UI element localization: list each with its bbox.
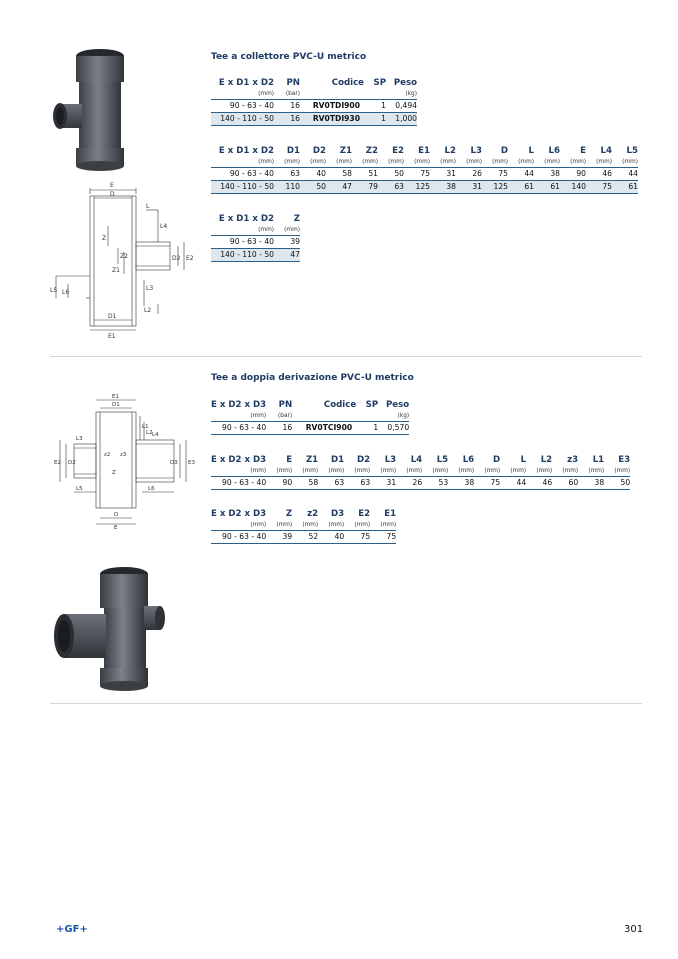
col-header: PN [286, 78, 300, 88]
cell: 75 [474, 477, 500, 490]
col-header: L [520, 455, 527, 465]
col-header: Z1 [339, 146, 352, 156]
cell: 90 - 63 - 40 [211, 236, 274, 249]
unit-cell: (mm) [284, 227, 300, 233]
cell: 125 [404, 181, 430, 194]
dim-l3-label: L3 [146, 285, 154, 292]
col-header: PN [278, 400, 293, 410]
cell: 0,570 [378, 422, 409, 435]
unit-cell: (mm) [328, 468, 345, 474]
cell: 16 [266, 422, 292, 435]
unit-cell: (mm) [570, 159, 586, 165]
unit-cell: (mm) [536, 468, 553, 474]
unit-cell: (mm) [614, 468, 631, 474]
col-header: L6 [462, 455, 475, 465]
unit-cell: (mm) [466, 159, 482, 165]
dim-l5-label: L5 [50, 287, 58, 294]
dim-d1-label: D1 [112, 402, 120, 408]
col-header: D3 [331, 509, 345, 519]
cell: 140 - 110 - 50 [211, 249, 274, 262]
col-header: SP [365, 400, 379, 410]
unit-cell: (mm) [562, 468, 579, 474]
table-row [211, 531, 396, 544]
col-header: L1 [592, 455, 605, 465]
cell: 50 [378, 168, 404, 181]
unit-cell: (mm) [250, 522, 267, 528]
cell: 110 [274, 181, 300, 194]
tee-doppia-photo [52, 562, 172, 694]
dim-z-label: Z [102, 235, 107, 242]
dim-d2-label: D2 [68, 460, 76, 466]
cell: 39 [274, 236, 300, 249]
cell: 58 [326, 168, 352, 181]
unit-cell: (bar) [278, 413, 293, 419]
col-header: E x D1 x D2 [218, 146, 274, 156]
section-title: Tee a doppia derivazione PVC-U metrico [211, 373, 414, 383]
cell: 79 [352, 181, 378, 194]
cell: 140 [560, 181, 586, 194]
dim-d2-label: D2 [172, 255, 181, 262]
cell: 90 - 63 - 40 [211, 168, 274, 181]
dim-l2-label: L2 [146, 430, 153, 436]
col-header: L5 [626, 146, 638, 156]
dim-e3-label: E3 [188, 460, 195, 466]
cell: 38 [534, 168, 560, 181]
table-row [211, 168, 638, 181]
col-header: E x D2 x D3 [211, 400, 267, 410]
product-code: RV0TDI900 [300, 100, 364, 113]
cell: 47 [274, 249, 300, 262]
spec-table [211, 509, 396, 544]
cell: 90 - 63 - 40 [211, 422, 266, 435]
product-code: RV0TDI930 [300, 113, 364, 126]
cell: 46 [586, 168, 612, 181]
dim-l2-label: L2 [144, 307, 152, 314]
cell: 63 [378, 181, 404, 194]
cell: 46 [526, 477, 552, 490]
table-row [211, 477, 630, 490]
table-row [211, 236, 300, 249]
unit-cell: (mm) [276, 468, 293, 474]
col-header: D [500, 146, 508, 156]
unit-cell [300, 89, 364, 100]
col-header: E2 [358, 509, 371, 519]
dim-l1-label: L1 [142, 424, 149, 430]
cell: 39 [266, 531, 292, 544]
col-header: z3 [567, 455, 579, 465]
unit-cell: (mm) [336, 159, 352, 165]
col-header: L5 [436, 455, 449, 465]
cell: 38 [448, 477, 474, 490]
dim-z-label: Z [112, 470, 116, 476]
col-header: E1 [384, 509, 397, 519]
tee-collettore-drawing [48, 180, 198, 340]
cell: 1 [364, 100, 386, 113]
cell: 63 [274, 168, 300, 181]
unit-cell: (mm) [458, 468, 475, 474]
cell: 44 [500, 477, 526, 490]
cell: 75 [586, 181, 612, 194]
unit-cell: (mm) [388, 159, 404, 165]
col-header: E x D2 x D3 [211, 509, 267, 519]
col-header: D2 [357, 455, 371, 465]
dim-l6-label: L6 [148, 486, 155, 492]
section-divider [50, 703, 642, 704]
unit-cell: (mm) [276, 522, 293, 528]
unit-cell: (mm) [354, 522, 371, 528]
spec-table [211, 146, 638, 194]
unit-cell: (mm) [310, 159, 326, 165]
unit-cell: (mm) [622, 159, 638, 165]
col-header: E x D1 x D2 [218, 78, 274, 88]
cell: 61 [534, 181, 560, 194]
unit-cell: (mm) [518, 159, 534, 165]
table-row [211, 100, 417, 113]
spec-table [211, 455, 630, 490]
spec-table [211, 78, 417, 126]
cell: 140 - 110 - 50 [211, 113, 274, 126]
cell: 0,494 [386, 100, 417, 113]
unit-cell: (mm) [484, 468, 501, 474]
cell: 61 [612, 181, 638, 194]
col-header: D [493, 455, 501, 465]
dim-e-label: E [110, 182, 114, 189]
cell: 60 [552, 477, 578, 490]
spec-table [211, 400, 409, 435]
dim-l3-label: L3 [76, 436, 83, 442]
unit-cell: (mm) [440, 159, 456, 165]
cell: 31 [370, 477, 396, 490]
cell: 44 [508, 168, 534, 181]
cell: 90 [560, 168, 586, 181]
cell: 31 [456, 181, 482, 194]
dim-l-label: L [146, 203, 150, 210]
spec-table [211, 214, 300, 262]
dim-d-label: D [114, 512, 119, 518]
col-header: Z2 [365, 146, 378, 156]
col-header: E x D1 x D2 [218, 214, 274, 224]
gf-logo: +GF+ [56, 924, 88, 935]
unit-cell: (mm) [380, 468, 397, 474]
cell: 38 [578, 477, 604, 490]
dim-e-label: E [114, 525, 118, 529]
col-header: E2 [392, 146, 404, 156]
unit-cell: (mm) [432, 468, 449, 474]
col-header: L3 [384, 455, 397, 465]
unit-cell: (mm) [258, 227, 274, 233]
unit-cell: (mm) [406, 468, 423, 474]
cell: 47 [326, 181, 352, 194]
dim-z3-label: z3 [120, 452, 127, 458]
unit-cell: (mm) [258, 159, 274, 165]
cell: 125 [482, 181, 508, 194]
dim-z1-label: Z1 [112, 267, 120, 274]
cell: 1 [364, 113, 386, 126]
col-header: Peso [393, 78, 417, 88]
table-row [211, 113, 417, 126]
unit-cell: (bar) [285, 91, 300, 97]
cell: 50 [300, 181, 326, 194]
col-header: Peso [386, 400, 410, 410]
cell: 26 [396, 477, 422, 490]
unit-cell: (mm) [354, 468, 371, 474]
cell: 140 - 110 - 50 [211, 181, 274, 194]
col-header: D2 [312, 146, 326, 156]
unit-cell: (mm) [284, 159, 300, 165]
col-header: D1 [331, 455, 345, 465]
col-header: Z [293, 214, 300, 224]
cell: 53 [422, 477, 448, 490]
dim-l4-label: L4 [152, 432, 159, 438]
dim-l6-label: L6 [62, 289, 70, 296]
cell: 50 [604, 477, 630, 490]
cell: 1 [356, 422, 378, 435]
dim-d3-label: D3 [170, 460, 178, 466]
col-header: Codice [331, 78, 364, 88]
dim-d-label: D [110, 191, 115, 198]
cell: 52 [292, 531, 318, 544]
unit-cell: (mm) [258, 91, 274, 97]
col-header: L6 [548, 146, 560, 156]
unit-cell [292, 411, 356, 422]
section-divider [50, 356, 642, 357]
tee-collettore-photo [48, 44, 138, 172]
cell: 40 [300, 168, 326, 181]
col-header: E x D2 x D3 [211, 455, 267, 465]
dim-z2-label: Z2 [120, 253, 128, 260]
dim-e1-label: E1 [112, 394, 119, 400]
col-header: E [580, 146, 586, 156]
unit-cell: (kg) [397, 413, 410, 419]
product-code: RV0TCI900 [292, 422, 356, 435]
unit-cell: (mm) [362, 159, 378, 165]
tee-doppia-drawing [52, 394, 202, 529]
col-header: L [528, 146, 534, 156]
dim-e1-label: E1 [108, 333, 116, 340]
col-header: L4 [410, 455, 423, 465]
unit-cell: (mm) [380, 522, 397, 528]
unit-cell [364, 89, 386, 100]
col-header: L2 [444, 146, 456, 156]
dim-e2-label: E2 [186, 255, 194, 262]
unit-cell: (mm) [492, 159, 508, 165]
col-header: L4 [600, 146, 612, 156]
cell: 44 [612, 168, 638, 181]
unit-cell: (mm) [302, 522, 319, 528]
cell: 90 - 63 - 40 [211, 477, 266, 490]
unit-cell: (mm) [328, 522, 345, 528]
cell: 75 [482, 168, 508, 181]
unit-cell: (mm) [596, 159, 612, 165]
cell: 38 [430, 181, 456, 194]
cell: 16 [274, 100, 300, 113]
dim-d1-label: D1 [108, 313, 117, 320]
unit-cell: (mm) [414, 159, 430, 165]
col-header: z2 [307, 509, 319, 519]
section-title: Tee a collettore PVC-U metrico [211, 52, 367, 62]
cell: 90 - 63 - 40 [211, 531, 266, 544]
cell: 58 [292, 477, 318, 490]
col-header: E [286, 455, 293, 465]
cell: 90 [266, 477, 292, 490]
cell: 63 [318, 477, 344, 490]
cell: 16 [274, 113, 300, 126]
unit-cell [356, 411, 378, 422]
table-row [211, 249, 300, 262]
table-row [211, 422, 409, 435]
unit-cell: (kg) [405, 91, 417, 97]
cell: 61 [508, 181, 534, 194]
cell: 90 - 63 - 40 [211, 100, 274, 113]
col-header: SP [373, 78, 386, 88]
col-header: Z [285, 509, 293, 519]
cell: 31 [430, 168, 456, 181]
cell: 26 [456, 168, 482, 181]
cell: 1,000 [386, 113, 417, 126]
col-header: E3 [618, 455, 631, 465]
dim-l5-label: L5 [76, 486, 83, 492]
unit-cell: (mm) [510, 468, 527, 474]
cell: 75 [344, 531, 370, 544]
col-header: D1 [286, 146, 300, 156]
cell: 51 [352, 168, 378, 181]
col-header: E1 [418, 146, 430, 156]
cell: 40 [318, 531, 344, 544]
unit-cell: (mm) [544, 159, 560, 165]
unit-cell: (mm) [588, 468, 605, 474]
table-row [211, 181, 638, 194]
cell: 75 [404, 168, 430, 181]
unit-cell: (mm) [302, 468, 319, 474]
cell: 63 [344, 477, 370, 490]
unit-cell: (mm) [250, 468, 267, 474]
dim-e2-label: E2 [54, 460, 61, 466]
col-header: L2 [540, 455, 553, 465]
cell: 75 [370, 531, 396, 544]
col-header: Z1 [305, 455, 319, 465]
unit-cell: (mm) [250, 413, 267, 419]
dim-l4-label: L4 [160, 223, 168, 230]
dim-z2-label: z2 [104, 452, 111, 458]
page-number: 301 [624, 924, 644, 935]
col-header: Codice [323, 400, 357, 410]
col-header: L3 [470, 146, 482, 156]
